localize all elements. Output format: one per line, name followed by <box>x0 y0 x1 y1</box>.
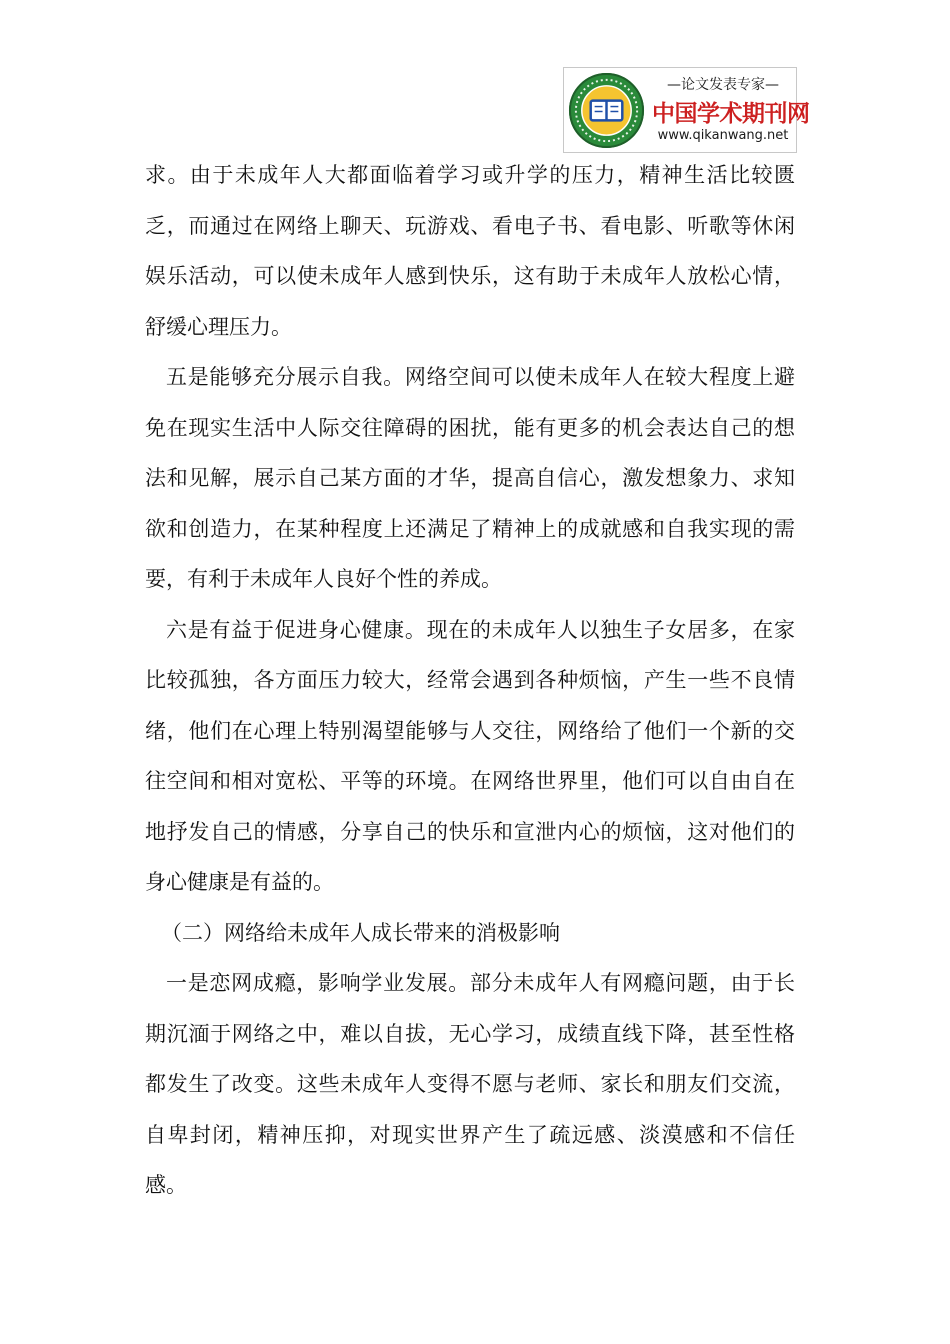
paragraph-one: 一是恋网成瘾，影响学业发展。部分未成年人有网瘾问题，由于长期沉湎于网络之中，难以自拔，无心学习，成绩直线下降，甚至性格都发生了改变。这些未成年人变得不愿与老师、家长和朋友们交流，自卑封闭，精神压抑，对现实世界产生了疏远感、淡漠感和不信任感。 <box>145 971 795 1197</box>
document-body <box>145 150 795 1211</box>
paragraph-continued: 求。由于未成年人大都面临着学习或升学的压力，精神生活比较匮乏，而通过在网络上聊天、玩游戏、看电子书、看电影、听歌等休闲娱乐活动，可以使未成年人感到快乐，这有助于未成年人放松心情，舒缓心理压力。 <box>145 163 795 339</box>
logo-slogan: —论文发表专家— <box>667 77 779 93</box>
section-heading: （二）网络给未成年人成长带来的消极影响 <box>161 920 560 945</box>
logo-url: www.qikanwang.net <box>657 128 789 143</box>
paragraph-five: 五是能够充分展示自我。网络空间可以使未成年人在较大程度上避免在现实生活中人际交往障碍的困扰，能有更多的机会表达自己的想法和见解，展示自己某方面的才华，提高自信心，激发想象力、求知欲和创造力，在某种程度上还满足了精神上的成就感和自我实现的需要，有利于未成年人良好个性的养成。 <box>145 365 795 591</box>
book-seal-icon <box>567 71 646 150</box>
site-logo <box>563 67 810 153</box>
paragraph-six: 六是有益于促进身心健康。现在的未成年人以独生子女居多，在家比较孤独，各方面压力较大，经常会遇到各种烦恼，产生一些不良情绪，他们在心理上特别渴望能够与人交往，网络给了他们一个新的交往空间和相对宽松、平等的环境。在网络世界里，他们可以自由自在地抒发自己的情感，分享自己的快乐和宣泄内心的烦恼，这对他们的身心健康是有益的。 <box>145 617 795 894</box>
logo-name: 中国学术期刊网 <box>652 101 810 127</box>
